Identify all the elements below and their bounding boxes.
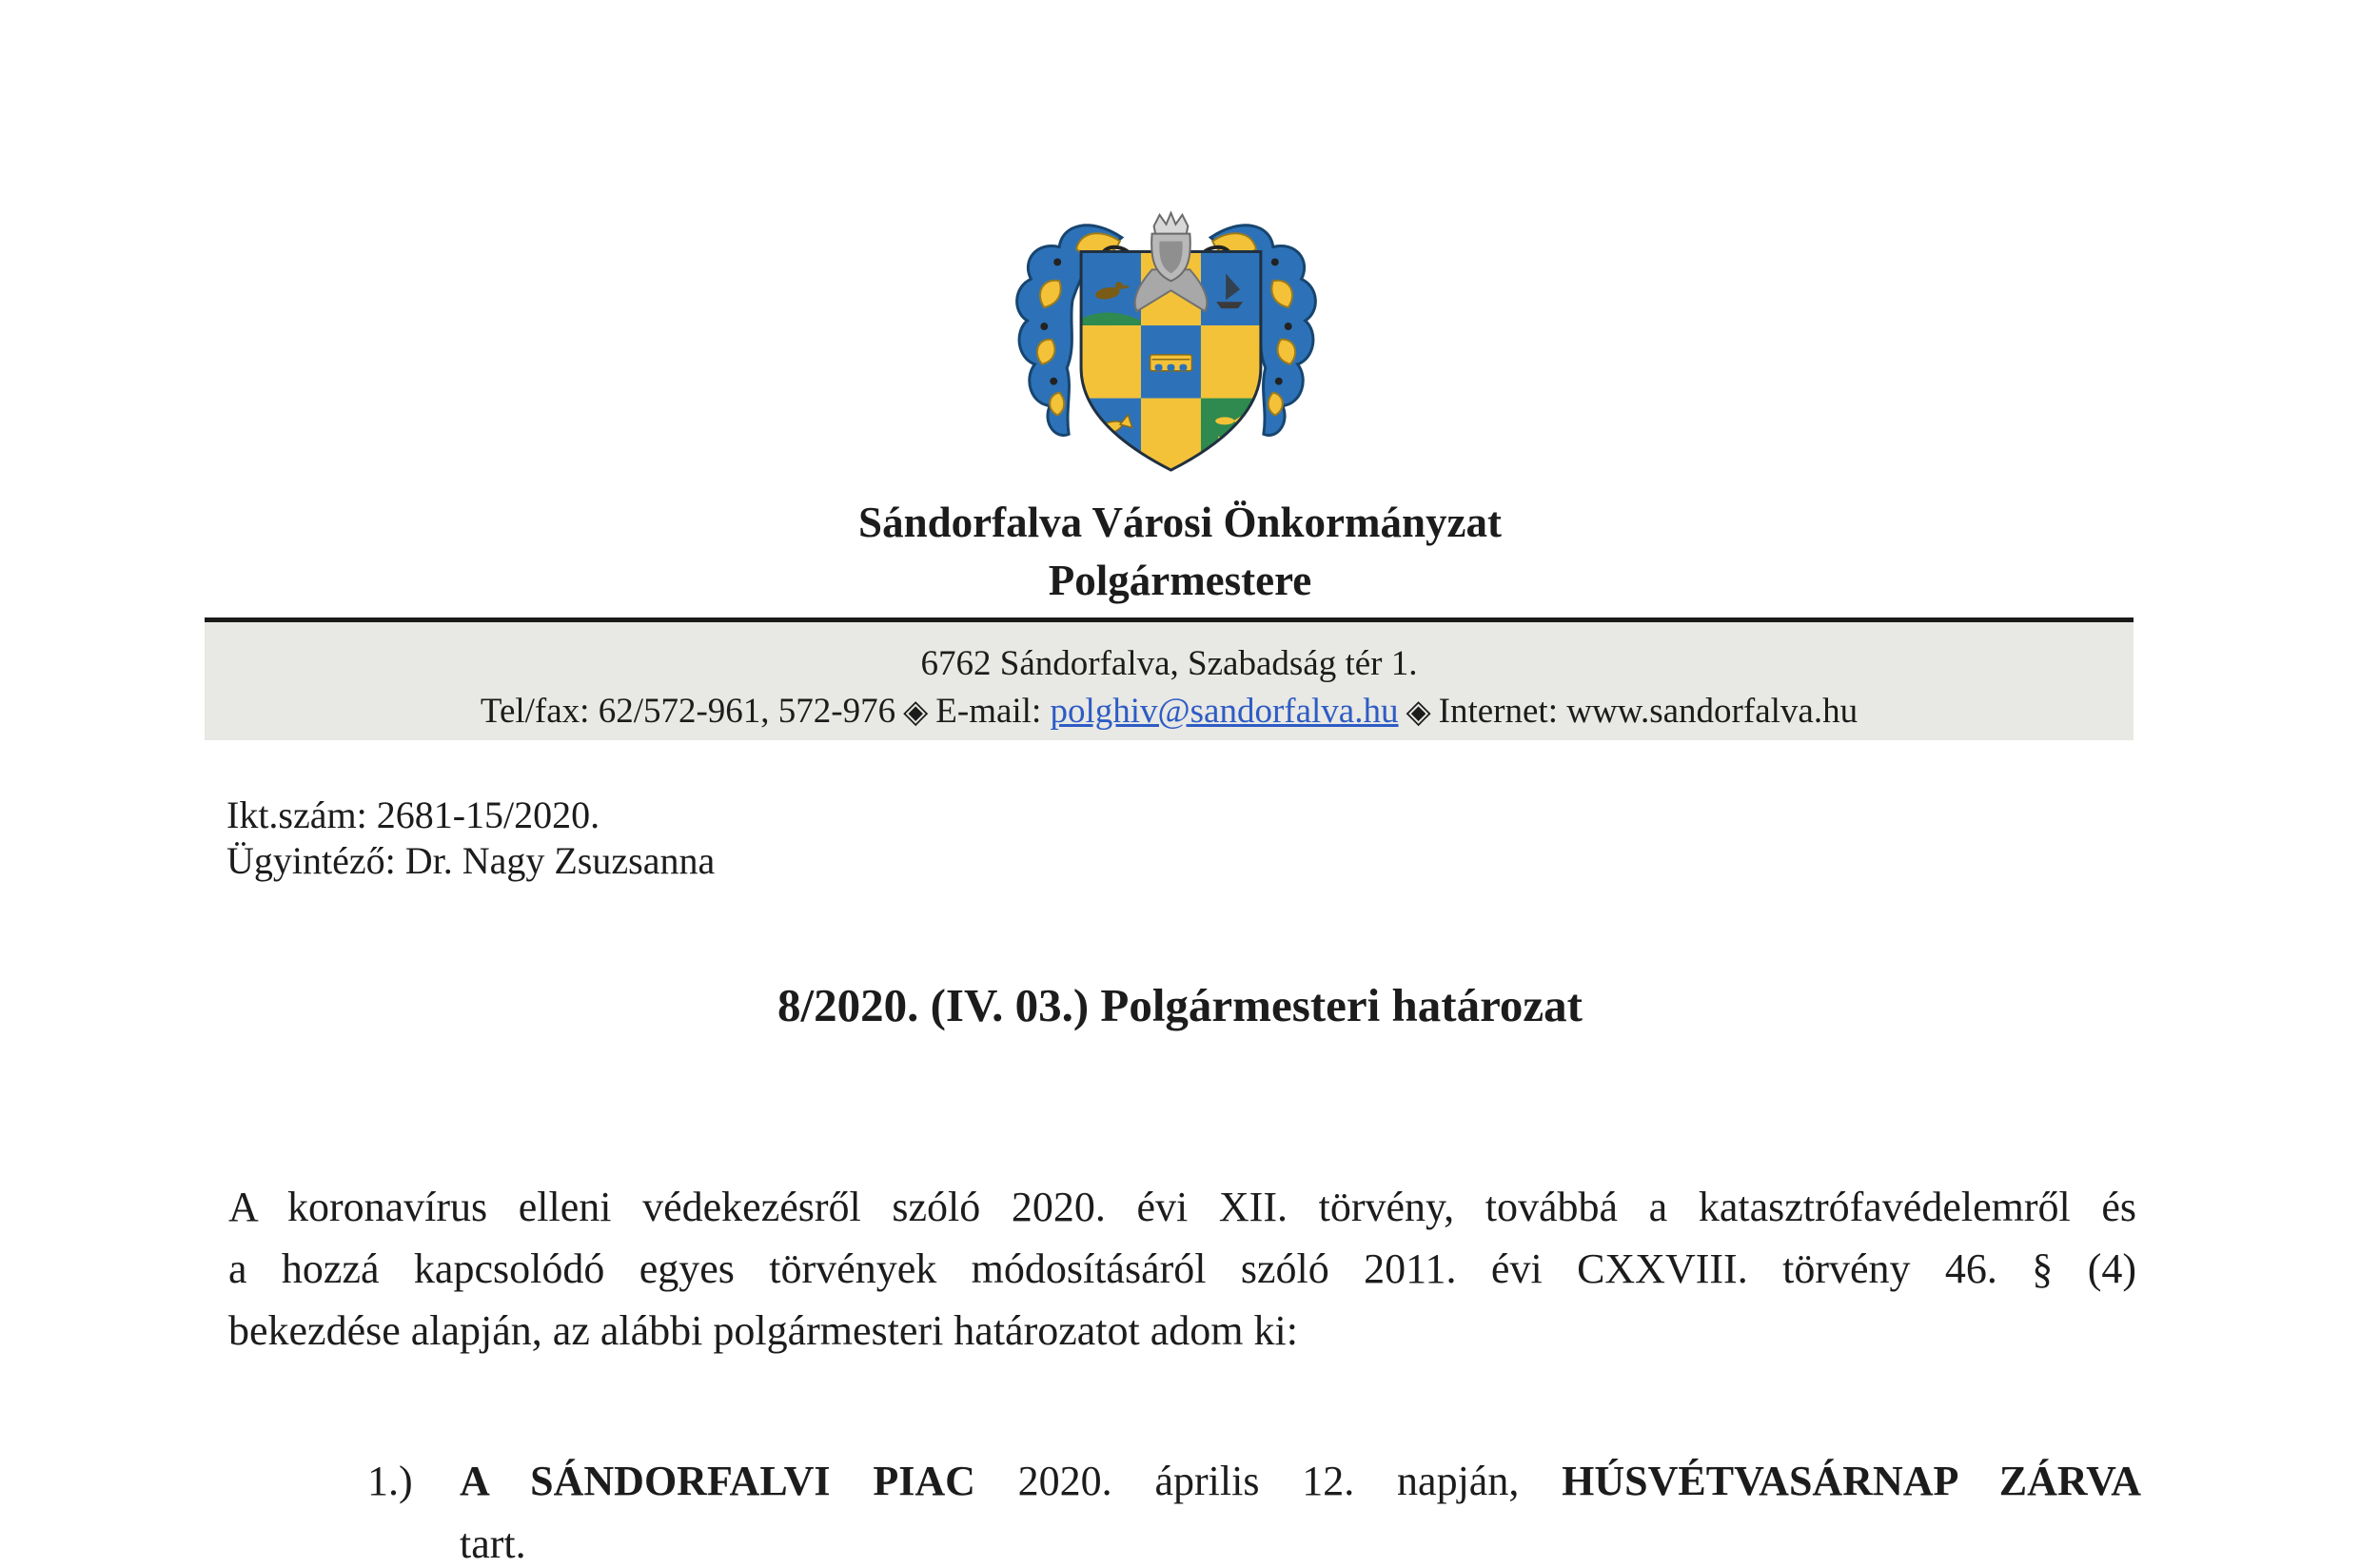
diamond-separator-icon: ◈	[903, 695, 929, 730]
registration-number: Ikt.szám: 2681-15/2020.	[226, 794, 600, 836]
address-line: 6762 Sándorfalva, Szabadság tér 1.	[920, 644, 1418, 683]
paragraph-line: A koronavírus elleni védekezésről szóló 2020. évi XII. törvény, továbbá a katasztrófavédelemről és	[228, 1184, 2136, 1230]
body-paragraph	[228, 1176, 2136, 1362]
paragraph-line: a hozzá kapcsolódó egyes törvények módosításáról szóló 2011. évi CXXVIII. törvény 46. § (4)	[228, 1245, 2136, 1292]
telfax-text: Tel/fax: 62/572-961, 572-976	[480, 692, 896, 731]
item-bold-market: A SÁNDORFALVI PIAC	[460, 1458, 975, 1504]
email-link[interactable]: polghiv@sandorfalva.hu	[1050, 692, 1399, 731]
clerk-name: Ügyintéző: Dr. Nagy Zsuzsanna	[226, 839, 716, 882]
item-bold-closed: HÚSVÉTVASÁRNAP ZÁRVA	[1562, 1458, 2142, 1504]
item-line-2: tart.	[460, 1520, 526, 1567]
item-number: 1.)	[367, 1458, 413, 1504]
internet-label: Internet:	[1438, 692, 1558, 731]
email-label: E-mail:	[935, 692, 1042, 731]
contact-line	[205, 690, 2134, 735]
org-role: Polgármestere	[1048, 557, 1312, 604]
decree-item-1	[460, 1450, 2141, 1568]
diamond-separator-icon: ◈	[1406, 695, 1431, 730]
internet-url: www.sandorfalva.hu	[1566, 692, 1858, 731]
org-name: Sándorfalva Városi Önkormányzat	[858, 499, 1502, 546]
paragraph-line: bekezdése alapján, az alábbi polgármesteri határozatot adom ki:	[228, 1307, 1298, 1354]
item-date-text: 2020. április 12. napján,	[974, 1458, 1563, 1504]
address-band	[205, 622, 2134, 740]
coat-of-arms-icon	[1007, 179, 1326, 481]
decree-title: 8/2020. (IV. 03.) Polgármesteri határozat	[777, 979, 1583, 1031]
item-line-1	[460, 1450, 2141, 1513]
